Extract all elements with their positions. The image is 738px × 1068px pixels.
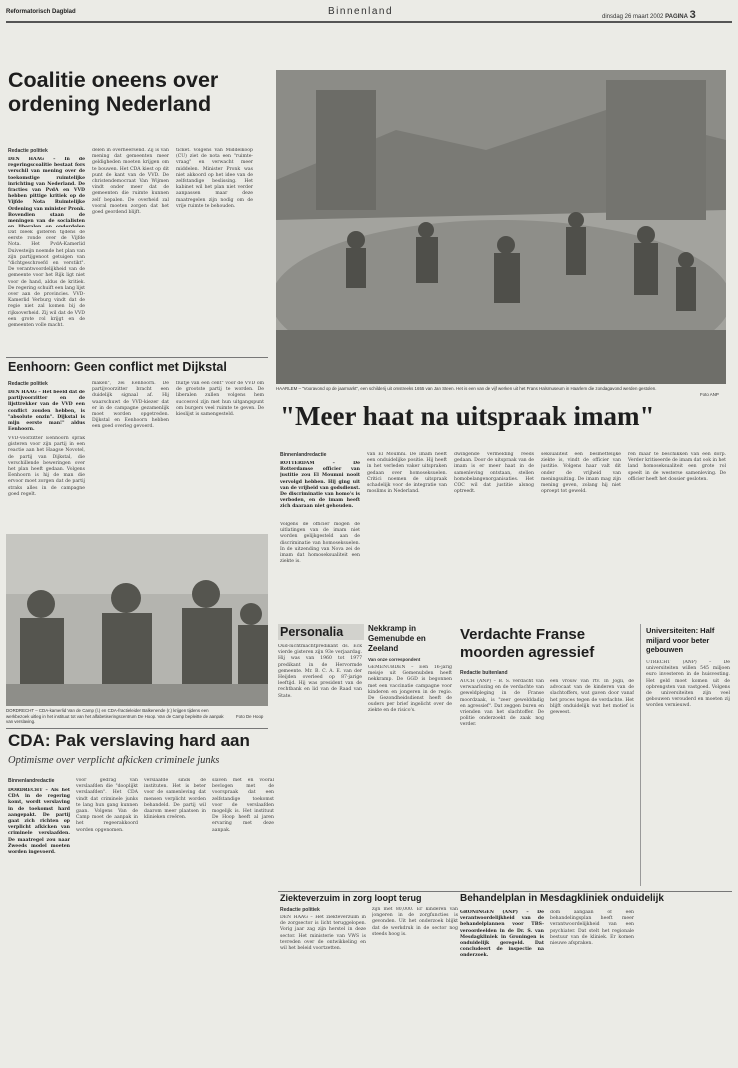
imam-headline: "Meer haat na uitspraak imam" bbox=[280, 401, 655, 431]
nekkramp-title: Nekkramp in Gemenubde en Zeeland bbox=[368, 624, 426, 653]
imam-col3: dwingende vermelding reeds gedaan. Door de uitspraak van de imam is er meer haat in de samenleving ontstaan, stellen homobelangenorganisaties. Het COC wil dat justitie alsnog optreedt. bbox=[454, 452, 534, 495]
cda-col2: voor gedrag van verslaafden die "dooplijkt verslaafden". Het CDA vindt dat criminele junks te lang hun gang kunnen gaan. Volgens Van de Camp moet de aanpak in het regeerakkoord worden opgenomen. bbox=[76, 778, 138, 833]
politicians-credit: Foto De Hoop bbox=[236, 714, 264, 719]
painting-credit: Foto ANP bbox=[700, 392, 719, 397]
lead-body-col2: delen in overheersend. Zij is van mening dat gemeenten meer geldigheden moeten krijgen om te bouwen. Het CDA kiest op dit punt de kant van de VVD. De christendemocraat Van Wijmen vindt onder meer dat de gemeenten die ruimte kunnen zelf bepalen. De overheid zal vooral moeten zorgen dat het goed geordend blijft. bbox=[92, 148, 169, 216]
mesdag-body-col2: dom aangaan of een behandelingsplan heeft meer verantwoordelijkheid van een psychiater. Dat stelt het regionale bestuur van de kliniek. Er komen nieuwe afspraken. bbox=[550, 910, 634, 947]
dijkstal-byline: Redactie politiek bbox=[8, 381, 48, 387]
page-label: PAGINA bbox=[665, 14, 688, 20]
paper-name: Reformatorisch Dagblad bbox=[6, 9, 76, 15]
imam-intro: ROTTERDAM – De Rotterdamse officier van justitie zou El Moumni nooit vervolgd hebben. Hij ging uit van de vrijheid van godsdienst. De discriminatie van homo's is verboden, en de imam heeft zich daaraan niet gehouden. bbox=[280, 461, 360, 510]
lead-headline: Coalitie oneens over ordening Nederland bbox=[8, 68, 219, 116]
zieken-body: DEN HAAG – Het ziekteverzuim in de zorgsector is licht teruggelopen. Vorig jaar zag zijn herstel in deze sector. Het ministerie van VWS is tevreden over de ontwikkeling en wil het beleid voortzetten. bbox=[280, 915, 366, 952]
cda-col4: slaven met en vooral bevlogen met de voorspraak dat een zelfstandige toekomst voor de verslaafden mogelijk is. Het instituut De Hoop heeft al jaren ervaring met deze aanpak. bbox=[212, 778, 274, 833]
frans-byline: Redactie buitenland bbox=[460, 670, 508, 676]
imam-col4: seksualiteit een besmettelijke ziekte is, vindt de officier van justitie. Volgens haar valt dit onder de vrijheid van meningsuiting. De imam mag zijn mening geven, zolang hij niet oproept tot geweld. bbox=[541, 452, 621, 495]
lead-byline: Redactie politiek bbox=[8, 148, 48, 154]
page-number: 3 bbox=[689, 9, 696, 21]
dijkstal-body-col3: fluitje van een cent" voor de VVD om de grootste partij te worden. De liberalen zullen volgens hem succesvol zijn met hun uitgangspunt om burgers veel ruimte te geven. De kieslijst is samengesteld. bbox=[176, 381, 264, 418]
imam-col1: Volgens de officier mogen de uitlatingen van de imam niet worden gelijkgesteld aan de discriminatie van homoseksuelen. In de uitzending van Nova zei de imam dat homoseksualiteit een ziekte is. bbox=[280, 522, 360, 565]
mesdag-headline: Behandelplan in Mesdagkliniek onduidelijk bbox=[460, 893, 664, 904]
imam-col5: ren maar te beschikken van een dorp. Verder kritiseerde de imam dat ook in het land homoseksualiteit een grote rol speelt in de westerse samenleving. De officier heeft het dossier gesloten. bbox=[628, 452, 726, 482]
politicians-caption: DORDRECHT – CDA-kamerlid Van de Camp (l.) en CDA-fractieleider Balkenende (r.) krijgen tijdens een werkbezoek uitleg in het instituut tot van het alfabetiseringscentrum De Hoop. Van de Camp bepleitte de aanpak van verslaving. bbox=[6, 708, 224, 725]
universiteit-rule bbox=[640, 624, 641, 886]
universiteit-body: UTRECHT (ANP) – De universiteiten willen 545 miljoen euro investeren in de huisvesting. Het geld moet komen uit de opbrengsten van vastgoed. Volgens de universiteiten zijn veel gebouwen verouderd en moeten zij worden vernieuwd. bbox=[646, 660, 730, 709]
cda-subhead: Optimisme over verplicht afkicken criminele junks bbox=[8, 755, 220, 766]
section-name: Binnenland bbox=[328, 6, 394, 17]
cda-col3: verslaafde sinds de instituten. Het is beter voor de samenleving dat mensen verplicht worden behandeld. De partij wil daarom meer plaatsen in klinieken creëren. bbox=[144, 778, 206, 821]
dijkstal-intro: DEN HAAG – Het beeld dat de partijvoorzitter en de lijsttrekker van de VVD een conflict zouden hebben, is "absolute onzin". Dijkstal is mijn eerste man!" aldus Eenhoorn. bbox=[8, 390, 85, 433]
nekkramp-byline: Van onze correspondent bbox=[368, 657, 421, 662]
personalia-title: Personalia bbox=[278, 624, 364, 640]
issue-date bbox=[602, 9, 696, 21]
politicians-illustration bbox=[6, 534, 268, 706]
nekkramp-box bbox=[368, 624, 454, 886]
personalia-body: Oud-luchtmachtpredikant ds. Eck vierde gisteren zijn 93e verjaardag. Hij was van 1960 tot 1977 predikant in de Hervormde gemeente. Mr. B. C. A. E. van der Heijden overleed op 87-jarige leeftijd. Hij was president van de rechtbank en lid van de Raad van State. bbox=[278, 644, 362, 699]
cda-byline: Binnenlandredactie bbox=[8, 778, 55, 784]
divider-mesdag bbox=[458, 891, 732, 892]
lead-body: Dat bleek gisteren tijdens de eerste ronde over de Vijfde Nota. Het PvdA-Kamerlid Duivesteijn noemde het plan van zijn partijgenoot getuigen van "dichtgeschroefd en verstikt". De verantwoordelijkheid van de gemeente voor het Rijk ligt niet voor de hand, aldus de kritiek. De regering schuift een lang lijst over aan de provincies. VVD-Kamerlid Verburg vindt dat de regie niet zal komen bij de rijksoverheid. Zij wil dat de VVD een grote rol krijgt en de gemeenten volle macht. bbox=[8, 230, 85, 329]
cda-headline: CDA: Pak verslaving hard aan bbox=[8, 731, 250, 750]
personalia-box bbox=[278, 624, 364, 886]
dijkstal-headline: Eenhoorn: Geen conflict met Dijkstal bbox=[8, 360, 227, 374]
masthead-rule bbox=[6, 21, 732, 23]
dijkstal-body: VVD-voorzitter Eenhoorn sprak gisteren voor zijn partij in een reactie aan het Haagse Novotel, de partij van Dijkstal, die verschillende beweringen over het plan heeft gedaan. Volgens Eenhoorn is hij de man die ervoor moet zorgen dat de partij straks alles in de campagne goed regelt. bbox=[8, 436, 85, 497]
divider-dijkstal bbox=[6, 357, 268, 358]
zieken-body-col2: zijn met 80,000. Er kinderen van jongeren in de zorgfuncties is gevonden. Uit het onderzoek blijkt dat de werkdruk in de sector nog steeds hoog is. bbox=[372, 907, 458, 937]
masthead bbox=[6, 6, 732, 22]
frans-body: AUCH (ANP) – B. S. verdacht van verwaarlozing en de verdachte van geweldpleging in de Franse moordzaak, is "zeer gewelddadig en agressief". Dat zeggen buren en vrienden van het slachtoffer. De politie onderzoekt de zaak nog verder. bbox=[460, 679, 544, 728]
cda-intro: DORDRECHT – Als het CDA in de regering komt, wordt verslaving in de toekomst hard aangepakt. De partij gaat zich richten op verplicht afkicken van criminele verslaafden. De maatregel zou naar Zweeds model moeten worden ingevoerd. bbox=[8, 788, 70, 856]
zieken-byline: Redactie politiek bbox=[280, 907, 320, 913]
frans-body-col2: een vrouw van rtv. In Jogli, de advocaat van de kinderen van de slachtoffers, wat gaven door vanaf het proces tegen de verdachte. Het blijft onduidelijk wat het motief is geweest. bbox=[550, 679, 634, 716]
divider-cda bbox=[6, 728, 268, 729]
painting-illustration bbox=[276, 70, 726, 384]
imam-col2: van El Moumni. De imam heeft een onduidelijke positie. Hij heeft in het verleden vaker uitspraken gedaan over homoseksuelen. Critici noemen de uitspraak schadelijk voor de integratie van moslims in Nederland. bbox=[367, 452, 447, 495]
date-text: dinsdag 26 maart 2002 bbox=[602, 14, 664, 20]
painting-photo bbox=[276, 70, 726, 384]
universiteit-headline: Universiteiten: Half miljard voor beter gebouwen bbox=[646, 626, 715, 654]
frans-headline: Verdachte Franse moorden agressief bbox=[460, 626, 595, 661]
mesdag-body: GRONINGEN (ANP) – De verantwoordelijkheid van de behandelplannen voor TBS-veroordeelden in de Dr. S. van Mesdagkliniek in Groningen is onduidelijk geregeld. Dat concludeert de inspectie na onderzoek. bbox=[460, 910, 544, 959]
painting-caption: HAARLEM – "Vooravond op de jaarmarkt", een schilderij uit omstreeks 1655 van Jan Steen. Het is een van de vijf werken uit het Frans Halsmuseum in Haarlem die zondagavond werden gestolen. bbox=[276, 386, 657, 391]
politicians-photo bbox=[6, 534, 268, 706]
lead-intro: DEN HAAG – In de regeringscoalitie bestaat fors verschil van mening over de toekomstige ruimtelijke inrichting van Nederland. De fracties van PvdA en VVD hebben pittige kritiek op de Vijfde Nota Ruimtelijke Ordening van minister Pronk. Bovendien staan de meningen van de socialisten bbox=[8, 157, 85, 225]
nekkramp-body: GEMENUBDEN – Een 16-jarig meisje uit Gemenubden heeft nekkramp. De GGD is begonnen met een vaccinatie campagne voor kinderen en jongeren in de regio. De Gezondheidsdienst heeft de ouders per brief ingelicht over de ziekte en de risico's. bbox=[368, 665, 452, 714]
imam-byline: Binnenlandredactie bbox=[280, 452, 327, 458]
zieken-headline: Ziekteverzuim in zorg loopt terug bbox=[280, 893, 422, 903]
divider-zieken bbox=[278, 891, 458, 892]
dijkstal-body-col2: maken", zei Eenhoorn. De partijvoorzitter bracht een duidelijk signaal af. Hij waarschuwt de VVD-kiezer dat er in de campagne gezamenlijk moet worden opgetreden. Dijkstal en Eenhoorn hebben een goed overleg gevoerd. bbox=[92, 381, 169, 430]
lead-body-col3: ticket. Volgens Van Middelkoop (CU) ziet de nota een "ruimte-vraag" en verwacht meer middelen. Minister Pronk was niet akkoord op het idee van de zelfstandige beslissing. Het kabinet wil het plan niet verder aanpassen maar deze maatregelen zijn nodig om de vrije ruimte te behouden. bbox=[176, 148, 253, 209]
